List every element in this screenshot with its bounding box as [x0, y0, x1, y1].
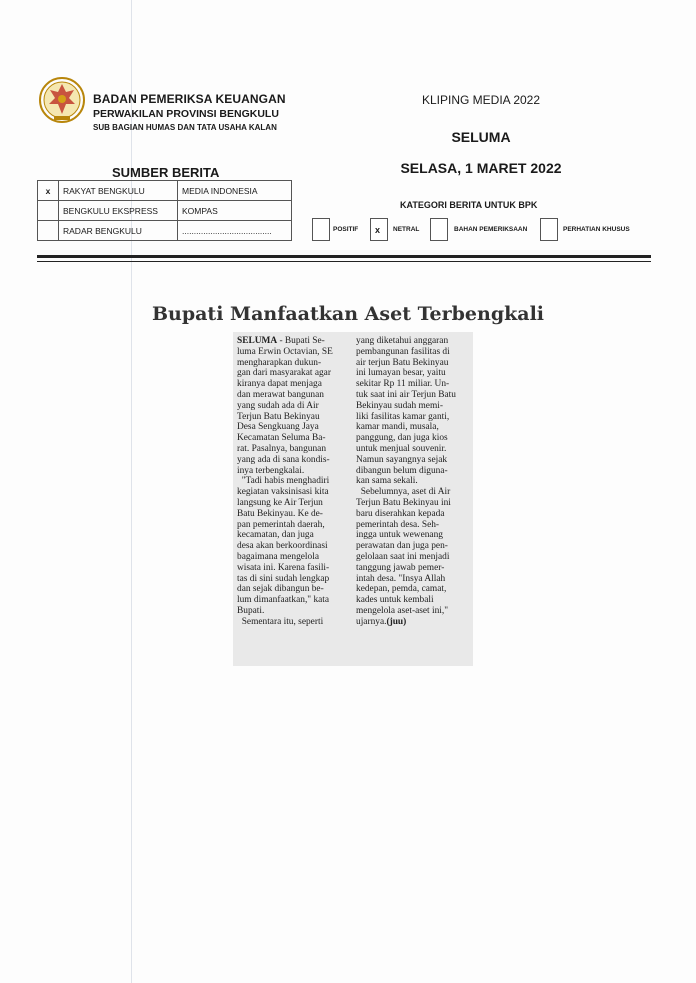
article-line: baru diserahkan kepada	[356, 508, 445, 519]
article-headline: Bupati Manfaatkan Aset Terbengkali	[151, 303, 545, 325]
article-line: kedepan, pemda, camat,	[356, 584, 447, 595]
article-line: dibangun belum diguna-	[356, 465, 448, 476]
article-line: kegiatan vaksinisasi kita	[237, 487, 329, 498]
article-body	[237, 347, 352, 628]
category-mark: x	[375, 225, 381, 235]
source-name: BENGKULU EKSPRESS	[59, 201, 178, 221]
article-line: tanggung jawab pemer-	[356, 562, 445, 573]
article-line: tuk saat ini air Terjun Batu	[356, 389, 456, 400]
article-line: lum dimanfaatkan," kata	[237, 595, 330, 606]
category-label: BAHAN PEMERIKSAAN	[454, 226, 528, 233]
article-line: "Tadi habis menghadiri	[237, 476, 330, 487]
article-line: kecamatan, dan juga	[237, 530, 314, 541]
category-label: NETRAL	[393, 226, 420, 233]
article-line: panggung, dan juga kios	[356, 433, 448, 444]
article-line: yang diketahui anggaran	[356, 336, 449, 346]
article-line: pemerintah desa. Seh-	[356, 519, 440, 530]
article-line: Sebelumnya, aset di Air	[356, 487, 451, 498]
article-line: untuk menjual souvenir.	[356, 443, 447, 454]
article-line: pembangunan fasilitas di	[356, 346, 450, 357]
article-line: Namun sayangnya sejak	[356, 454, 448, 465]
source-name: RADAR BENGKULU	[59, 221, 178, 241]
article-line: perawatan dan juga pen-	[356, 541, 448, 552]
category-label: PERHATIAN KHUSUS	[563, 226, 630, 233]
article-line: gan dari masyarakat agar	[237, 368, 331, 379]
article-line: mengharapkan dukun-	[237, 357, 322, 368]
article-line: kades untuk kembali	[356, 595, 434, 606]
article-line: wisata ini. Karena fasili-	[237, 562, 330, 573]
article-body	[356, 336, 471, 617]
source-name: MEDIA INDONESIA	[178, 181, 292, 201]
article-line: mengelola aset-aset ini,"	[356, 605, 449, 616]
article-line: Bupati.	[237, 605, 265, 616]
table-row	[38, 201, 292, 221]
kliping-title: KLIPING MEDIA 2022	[421, 93, 541, 107]
sources-table	[37, 180, 292, 241]
article-line	[356, 617, 471, 628]
article-line: Terjun Batu Bekinyau	[237, 411, 320, 422]
article-line: Desa Sengkuang Jaya	[237, 422, 319, 433]
article-line: desa akan berkoordinasi	[237, 541, 328, 552]
article-line: Sementara itu, seperti	[237, 616, 324, 627]
category-checkbox-perhatian	[540, 218, 558, 241]
article-line: liki fasilitas kamar ganti,	[356, 411, 450, 422]
article-line: langsung ke Air Terjun	[237, 497, 323, 508]
article-line: tas di sini sudah lengkap	[237, 573, 330, 584]
article-line	[237, 336, 352, 347]
article-line: yang sudah ada di Air	[237, 400, 319, 411]
article-text: - Bupati Se-	[277, 336, 325, 346]
category-title: KATEGORI BERITA UNTUK BPK	[400, 200, 538, 210]
source-name: ......................................	[178, 221, 292, 241]
article-line: air terjun Batu Bekinyau	[356, 357, 449, 368]
dateline: SELUMA	[237, 336, 278, 346]
sources-title: SUMBER BERITA	[112, 165, 220, 180]
article-line: bagaimana mengelola	[237, 551, 319, 562]
article-line: luma Erwin Octavian, SE	[237, 346, 333, 357]
article-line: kiranya dapat menjaga	[237, 379, 322, 390]
article-line: ingga untuk wewenang	[356, 530, 443, 541]
article-line: dan sejak dibangun be-	[237, 584, 324, 595]
article-line: Terjun Batu Bekinyau ini	[356, 497, 451, 508]
org-branch: PERWAKILAN PROVINSI BENGKULU	[93, 108, 279, 120]
scan-artifact-line	[131, 0, 132, 983]
byline: (juu)	[386, 616, 407, 627]
org-subdivision: SUB BAGIAN HUMAS DAN TATA USAHA KALAN	[93, 123, 277, 132]
article-line: sekitar Rp 11 miliar. Un-	[356, 379, 450, 390]
divider	[37, 255, 651, 258]
article-column-2	[356, 336, 471, 628]
source-mark	[38, 201, 59, 221]
table-row	[38, 181, 292, 201]
source-name: RAKYAT BENGKULU	[59, 181, 178, 201]
bpk-emblem-icon	[37, 74, 87, 124]
article-line: gelolaan saat ini menjadi	[356, 551, 450, 562]
article-line: dan merawat bangunan	[237, 389, 324, 400]
category-checkbox-positif	[312, 218, 330, 241]
source-mark	[38, 221, 59, 241]
article-line: inya terbengkalai.	[237, 465, 305, 476]
article-line: yang ada di sana kondis-	[237, 454, 330, 465]
article-line: kamar mandi, musala,	[356, 422, 439, 433]
article-column-1	[237, 336, 352, 628]
article-line: pan pemerintah daerah,	[237, 519, 325, 530]
article-line: Kecamatan Seluma Ba-	[237, 433, 326, 444]
region-title: SELUMA	[451, 129, 511, 145]
article-line: kan sama sekali.	[356, 476, 418, 487]
source-name: KOMPAS	[178, 201, 292, 221]
table-row	[38, 221, 292, 241]
article-line: Bekinyau sudah memi-	[356, 400, 443, 411]
publication-date: SELASA, 1 MARET 2022	[400, 160, 562, 176]
category-label: POSITIF	[333, 226, 359, 233]
article-line: rat. Pasalnya, bangunan	[237, 443, 327, 454]
divider	[37, 261, 651, 262]
article-line: Batu Bekinyau. Ke de-	[237, 508, 323, 519]
article-text: ujarnya.	[356, 616, 387, 627]
article-line: ini lumayan besar, yaitu	[356, 368, 446, 379]
source-mark: x	[38, 181, 59, 201]
category-checkbox-bahan	[430, 218, 448, 241]
article-line: intah desa. "Insya Allah	[356, 573, 446, 584]
org-name: BADAN PEMERIKSA KEUANGAN	[93, 92, 286, 106]
